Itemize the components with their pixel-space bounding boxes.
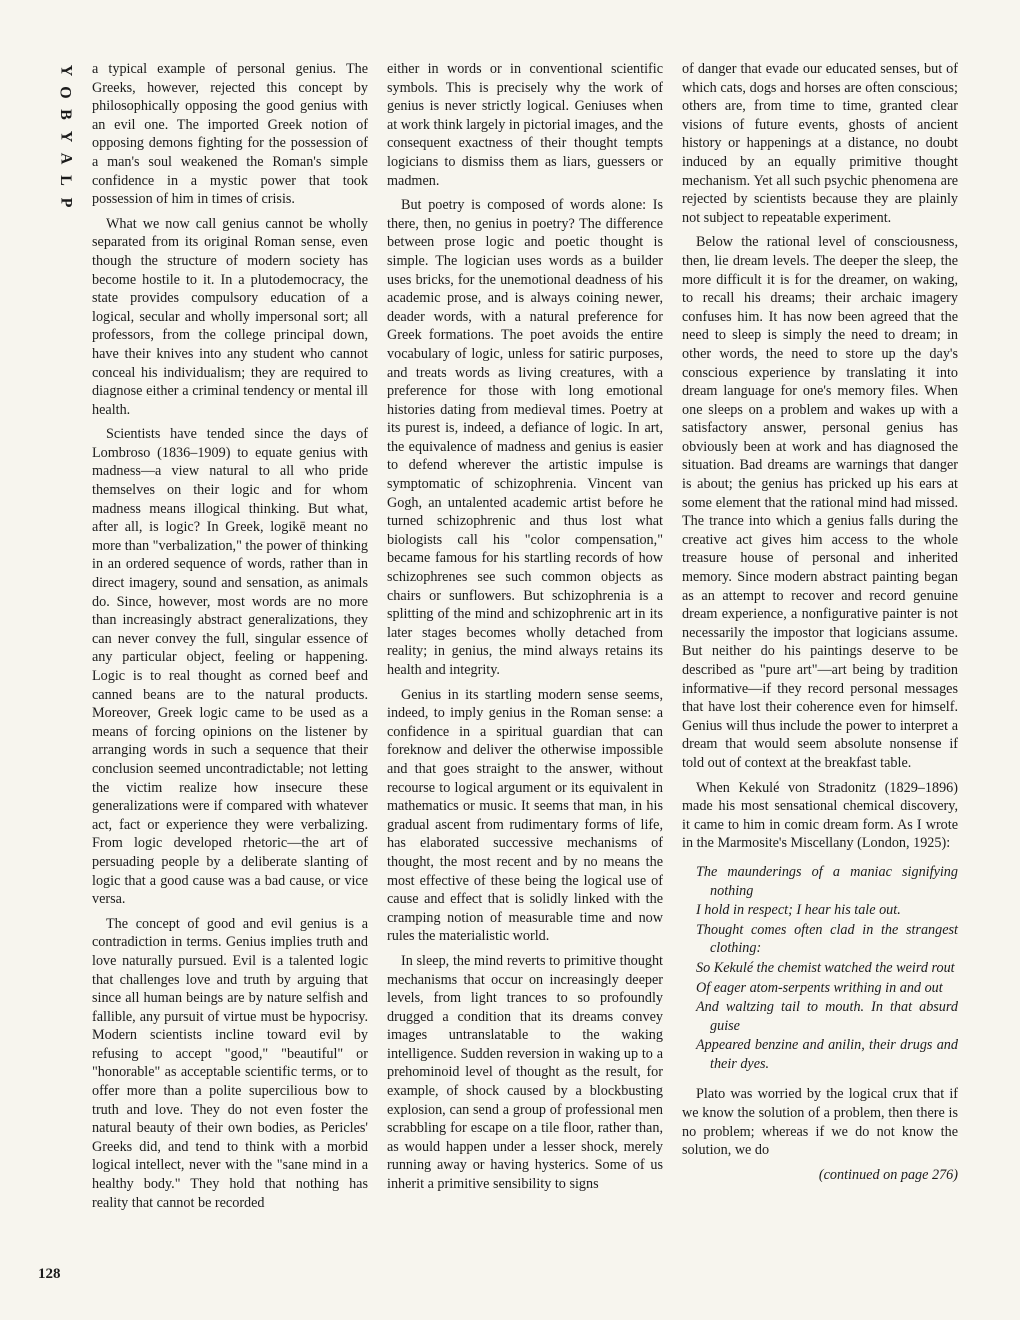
text-column-1: [92, 60, 368, 1218]
poem-line: Of eager atom-serpents writhing in and out: [696, 979, 943, 996]
text-column-2: [387, 60, 663, 1200]
paragraph: Below the rational level of consciousness, then, lie dream levels. The deeper the sleep, the more difficult it is for the dreamer, on waking, to recall his dreams; their archaic imagery confuses him. It has now been agreed that the need to sleep is simply the need to dream; in other words, the need to store up the day's conscious experience by translating it into dream language for one's memory files. When one sleeps on a problem and wakes up with a satisfactory answer, personal genius has obviously been at work and has diagnosed the situation. Bad dreams are warnings that danger is about; the genius has pricked up his ears at some element that the rational mind had missed. The trance into which a genius falls during the creative act gives him access to the whole treasure house of personal and inherited memory. Since modern abstract painting began as an attempt to recover and record genuine dream experience, a nonfigurative painter is not necessarily the impostor that logicians assume. But neither do his paintings deserve to be described as "pure art"—art being by tradition informative—if they record personal messages that have lost their coherence even for himself. Genius will thus include the power to interpret a dream that would seem absolute nonsense if told out of context at the breakfast table.: [682, 234, 958, 771]
paragraph: What we now call genius cannot be wholly separated from its original Roman sense, even though the structure of modern society has become hostile to it. In a plutodemocracy, the state provides compulsory education of a logical, secular and wholly impersonal sort; all professors, from the college principal down, have their knives into any student who cannot conceal his individualism; they are required to diagnose either a criminal tendency or mental ill health.: [92, 215, 368, 418]
continued-note: (continued on page 276): [818, 1166, 958, 1183]
paragraph: Scientists have tended since the days of Lombroso (1836–1909) to equate genius with madness—a view natural to all who pride themselves on their logic and for whom madness means illogical thinking. But what, after all, is logic? In Greek, logikē meant no more than "verbalization," the power of thinking in an ordered sequence of words, rather than in direct imagery, sound and sensation, as animals do. Since, however, most words are no more than increasingly abstract generalizations, they can never convey the full, singular essence of any particular object, feeling or happening. Logic is to real thought as corned beef and canned beans are to the natural products. Moreover, Greek logic came to be used as a means of forcing opinions on the listener by arranging words in such a sequence that their conclusion seemed uncontradictable; not letting the victim realize how insecure these generalizations were if compared with whatever act, fact or experience they were verbalizing. From logic developed rhetoric—the art of persuading people by a deliberate slanting of logic that a good cause was a bad cause, or vice versa.: [92, 426, 368, 908]
magazine-letter: Y: [57, 130, 74, 144]
poem: [696, 863, 958, 1074]
paragraph: The concept of good and evil genius is a contradiction in terms. Genius implies truth and love naturally pursued. Evil is a talented logic that challenges love and truth by arguing that since all human beings are by nature selfish and fallible, any pursuit of virtue must be hypocrisy. Modern scientists incline toward evil by refusing to accept "good," "beautiful" or "honorable" as acceptable scientific terms, or to offer more than a polite supercilious bow to truth and love. They do not even foster the natural beauty of their own bodies, as Pericles' Greeks did, and tend to think with a morbid logical intellect, never with the "sane mind in a healthy body." They hold that nothing has reality that cannot be recorded: [92, 915, 368, 1211]
paragraph: Plato was worried by the logical crux that if we know the solution of a problem, then there is no problem; whereas if we do not know the solution, we do: [682, 1086, 958, 1159]
poem-line: So Kekulé the chemist watched the weird rout: [696, 959, 955, 976]
poem-line: And waltzing tail to mouth. In that absurd guise: [696, 999, 958, 1034]
paragraph: either in words or in conventional scientific symbols. This is precisely why the work of genius is never strictly logical. Geniuses when at work think largely in pictorial images, and the consequent exactness of their thought tempts logicians to dismiss them as liars, guessers or madmen.: [387, 61, 663, 189]
poem-line: The maunderings of a maniac signifying nothing: [696, 863, 958, 899]
paragraph: But poetry is composed of words alone: Is there, then, no genius in poetry? The difference between prose logic and poetic thought is simple. The logician uses words as a builder uses bricks, for the unemotional deadness of his academic prose, and is always coining newer, deader words, with a natural preference for Greek formations. The poet avoids the entire vocabulary of logic, unless for satiric purposes, and treats words as living creatures, with a preference for those with long emotional histories dating from medieval times. Poetry at its purest is, indeed, a defiance of logic. In art, the equivalence of madness and genius is easier to defend wherever the artistic impulse is symptomatic of schizophrenia. Vincent van Gogh, an untalented academic artist before he turned schizophrenic and thus lost what biologists call his "color compensation," became famous for his startling records of how schizophrenes see such common objects as chairs or sunflowers. But schizophrenia is a splitting of the mind and schizophrenic art in its later stages becomes wholly detached from reality; in genius, the mind always retains its health and integrity.: [387, 197, 663, 678]
paragraph: When Kekulé von Stradonitz (1829–1896) made his most sensational chemical discovery, it came to him in comic dream form. As I wrote in the Marmosite's Miscellany (London, 1925):: [682, 779, 958, 852]
magazine-letter: Y: [57, 64, 74, 78]
paragraph: a typical example of personal genius. The Greeks, however, rejected this concept by philosophically opposing the good genius with an evil one. The imported Greek notion of opposing demons fighting for the possession of a man's soul weakened the Roman's simple confidence in a mystic power that took possession of him in times of crisis.: [92, 61, 368, 208]
magazine-letter: P: [57, 197, 74, 209]
poem-line: I hold in respect; I hear his tale out.: [696, 902, 901, 919]
magazine-letter: O: [56, 86, 74, 100]
text-column-3: [682, 60, 958, 1184]
poem-line: Thought comes often clad in the strangest clothing:: [696, 921, 958, 957]
paragraph: In sleep, the mind reverts to primitive thought mechanisms that occur on increasingly deeper levels, from light trances to so profoundly drugged a condition that its dreams convey images untranslatable to the waking intelligence. Sudden reversion in waking up to a prehominoid level of thought as the result, for example, of shock caused by a blockbusting explosion, can send a group of professional men scrabbling for escape on a tile floor, rather than, as would happen under a lesser shock, merely running away or having hysterics. Some of us inherit a primitive sensibility to signs: [387, 952, 663, 1193]
magazine-letter: L: [56, 175, 74, 187]
paragraph: of danger that evade our educated senses, but of which cats, dogs and horses are often conscious; others are, from time to time, granted clear visions of future events, ghosts of ancient history or happenings at a distance, no doubt induced by an equally primitive thought mechanism. Yet all such psychic phenomena are rejected by scientists because they are plainly not subject to repeatable experiment.: [682, 61, 958, 226]
magazine-letter: B: [56, 109, 74, 121]
poem-line: Appeared benzine and anilin, their drugs and their dyes.: [696, 1037, 958, 1072]
magazine-name: [52, 60, 78, 214]
page-number: 128: [38, 1266, 61, 1282]
magazine-letter: A: [57, 152, 74, 166]
paragraph: Genius in its startling modern sense seems, indeed, to imply genius in the Roman sense: a confidence in a spiritual guardian that can foreknow and deliver the otherwise impossible and that goes straight to the answer, without recourse to logical argument or its equivalent in mathematics or music. It seems that man, in his gradual ascent from rudimentary forms of life, has elaborated successive mechanisms of thought, the most recent and by no means the most effective of these being the logical use of cause and effect that is solidly linked with the cramping notion of measurable time and now rules the materialistic world.: [387, 686, 663, 945]
